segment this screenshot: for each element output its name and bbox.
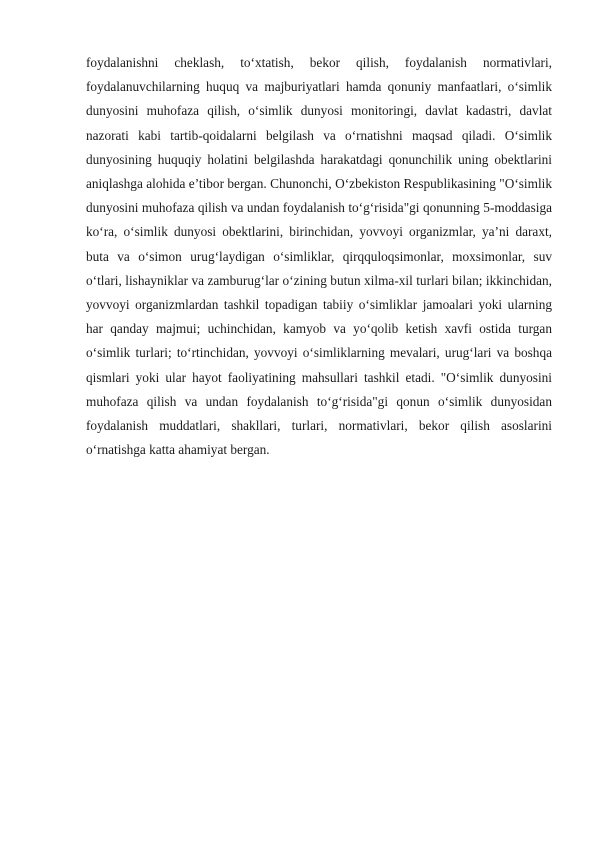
body-paragraph: foydalanishni cheklash, to‘xtatish, bekor qilish, foydalanish normativlari, foydalanuvchilarning huquq va majburiyatlari hamda qonuniy manfaatlari, o‘simlik dunyosini muhofaza qilish, o‘simlik dunyosi monitoringi, davlat kadastri, davlat nazorati kabi tartib-qoidalarni belgilash va o‘rnatishni maqsad qiladi. O‘simlik dunyosining huquqiy holatini belgilashda harakatdagi qonunchilik uning obektlarini aniqlashga alohida e’tibor bergan. Chunonchi, O‘zbekiston Respublikasining "O‘simlik dunyosini muhofaza qilish va undan foydalanish to‘g‘risida"gi qonunning 5-moddasiga ko‘ra, o‘simlik dunyosi obektlarini, birinchidan, yovvoyi organizmlar, ya’ni daraxt, buta va o‘simon urug‘laydigan o‘simliklar, qirqquloqsimonlar, moxsimonlar, suv o‘tlari, lishayniklar va zamburug‘lar o‘zining butun xilma-xil turlari bilan; ikkinchidan, yovvoyi organizmlardan tashkil topadigan tabiiy o‘simliklar jamoalari yoki ularning har qanday majmui; uchinchidan, kamyob va yo‘qolib ketish xavfi ostida turgan o‘simlik turlari; to‘rtinchidan, yovvoyi o‘simliklarning mevalari, urug‘lari va boshqa qismlari yoki ular hayot faoliyatining mahsullari tashkil etadi. "O‘simlik dunyosini muhofaza qilish va undan foydalanish to‘g‘risida"gi qonun o‘simlik dunyosidan foydalanish muddatlari, shakllari, turlari, normativlari, bekor qilish asoslarini o‘rnatishga katta ahamiyat bergan. — [86, 55, 552, 458]
